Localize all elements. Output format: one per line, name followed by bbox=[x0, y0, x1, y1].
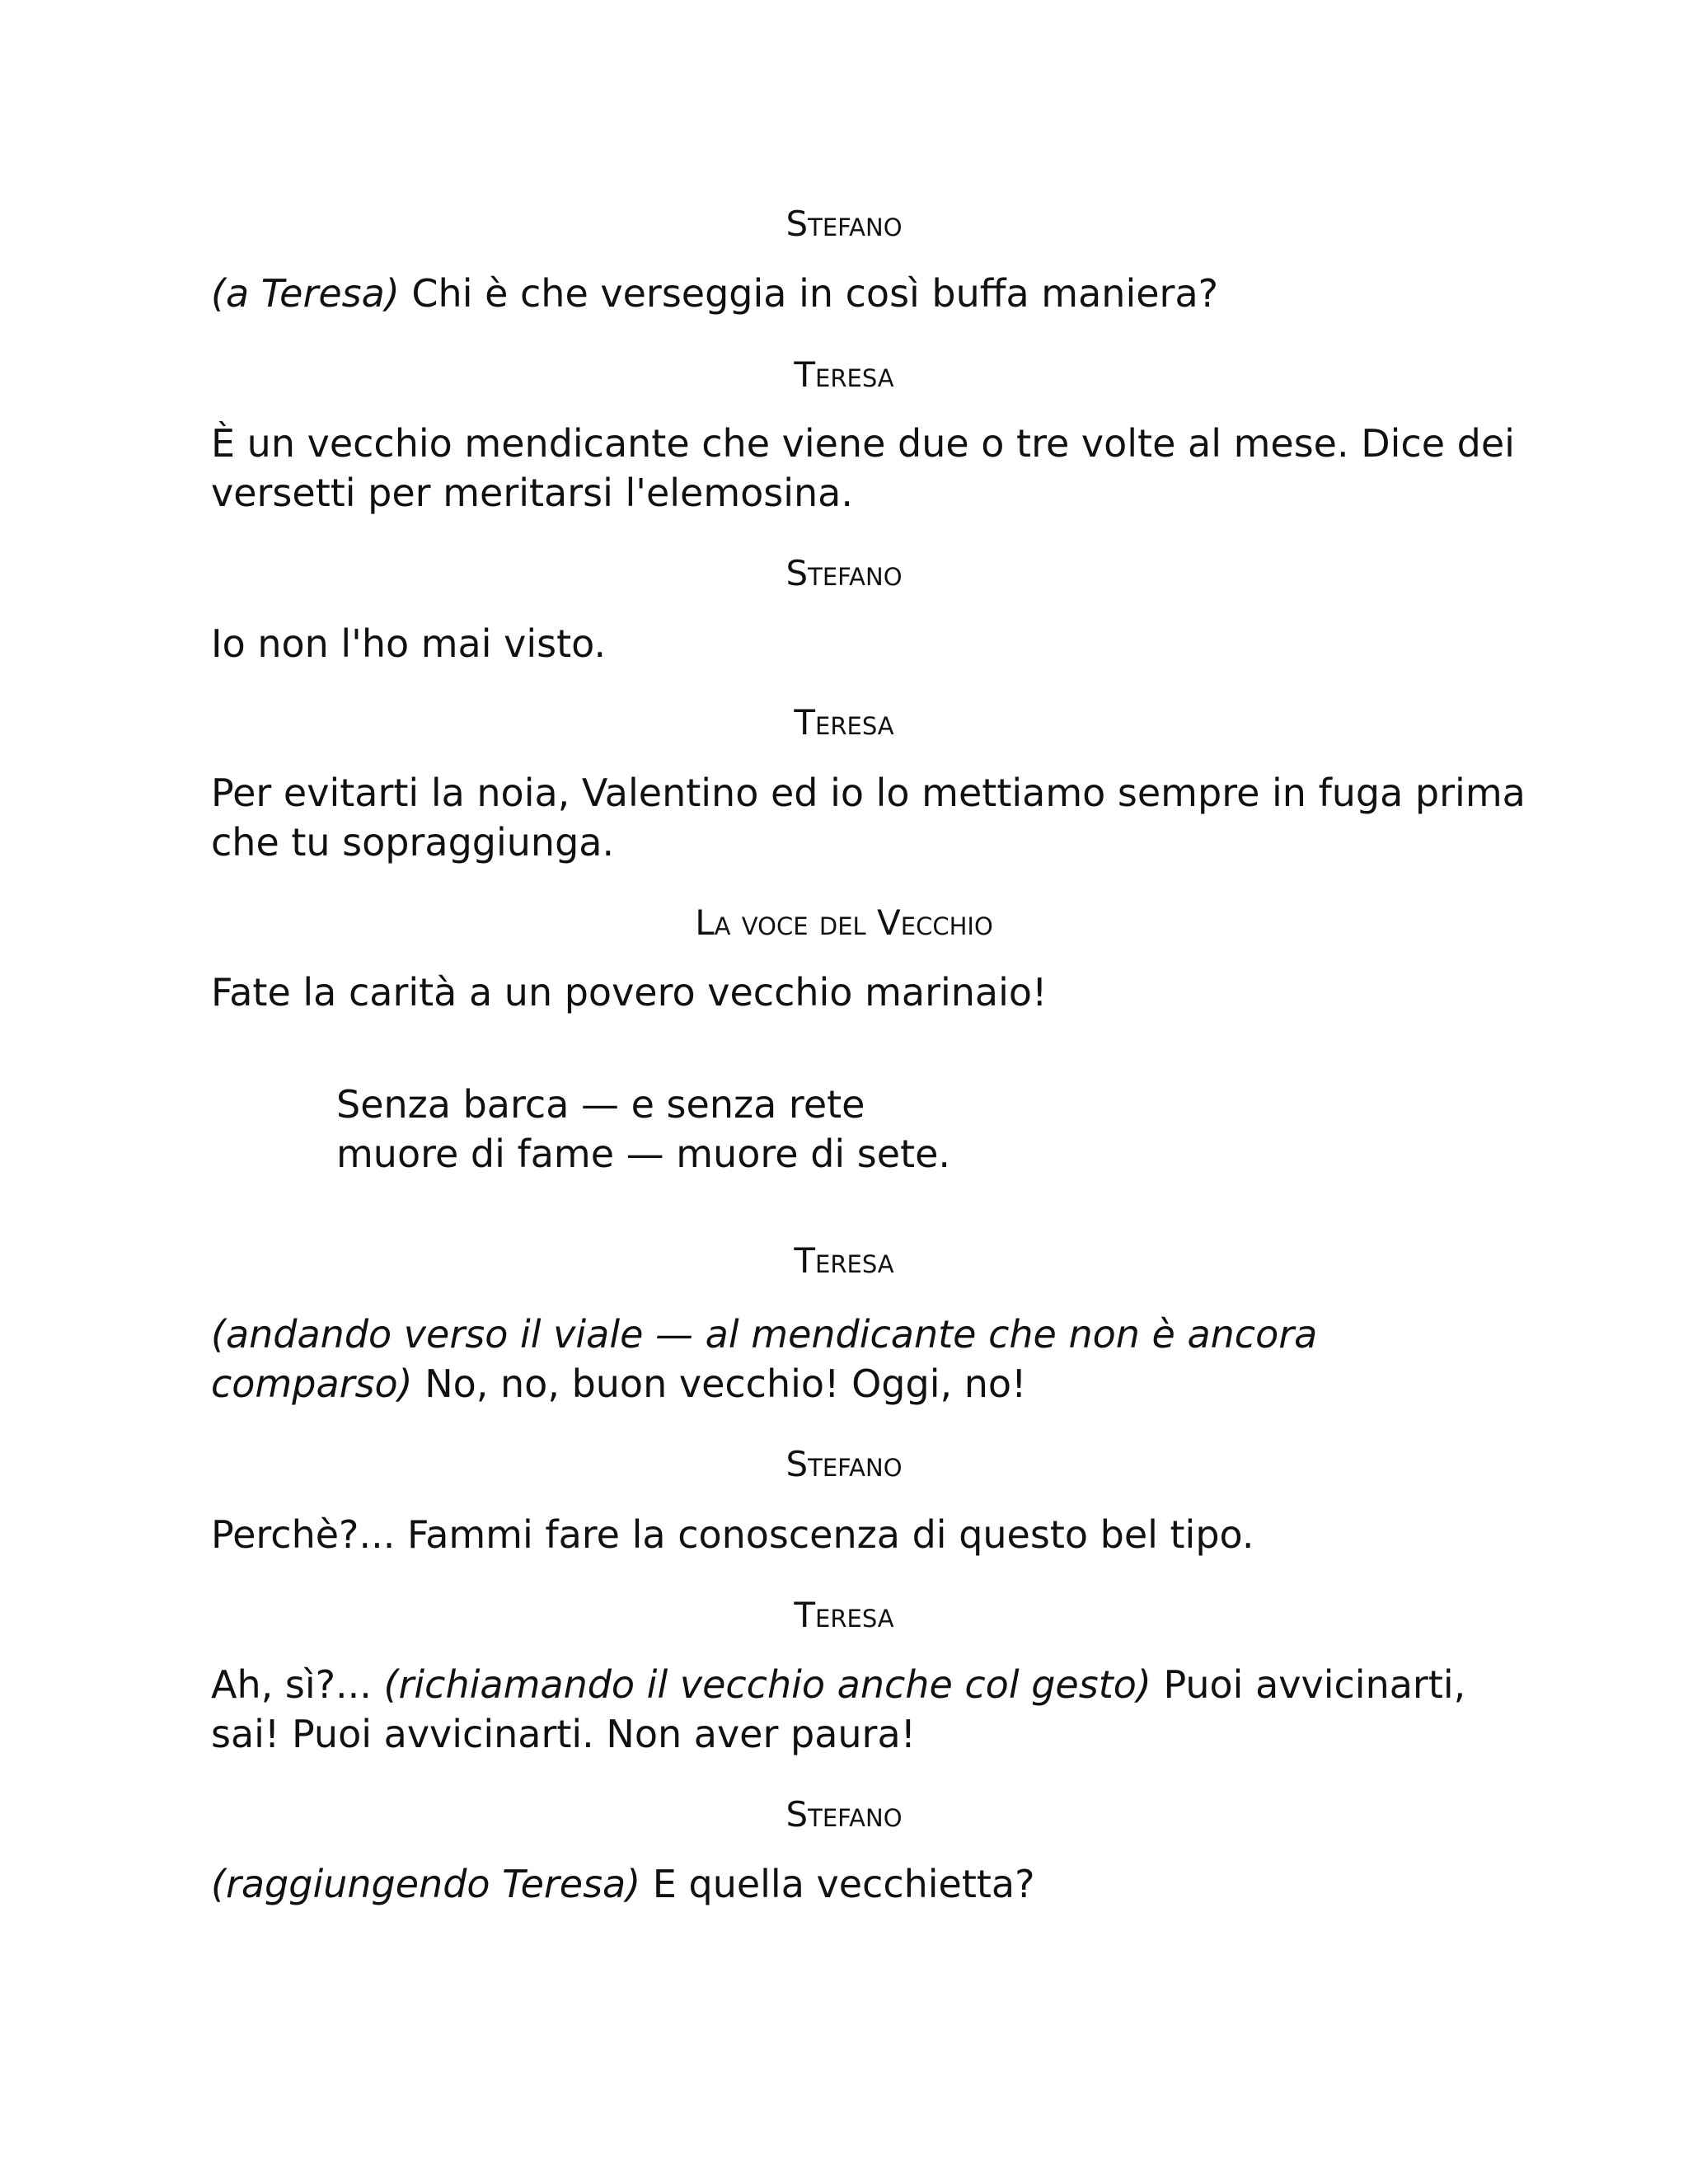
stage-direction: comparso) bbox=[211, 1361, 413, 1406]
verse-line: Senza barca — e senza rete bbox=[336, 1082, 865, 1127]
speaker-name: Stefano bbox=[785, 204, 903, 244]
dialogue-line bbox=[211, 768, 1526, 818]
dialogue-text: È un vecchio mendicante che viene due o tre volte al mese. Dice dei bbox=[211, 421, 1515, 466]
dialogue-text: che tu sopraggiunga. bbox=[211, 820, 615, 865]
dialogue-line bbox=[211, 419, 1515, 468]
dialogue-block bbox=[211, 1859, 1497, 1909]
dialogue-line bbox=[211, 269, 1497, 318]
stage-direction: (richiamando il vecchio anche col gesto) bbox=[383, 1662, 1151, 1707]
dialogue-text: Puoi avvicinarti, bbox=[1151, 1662, 1466, 1707]
dialogue-block bbox=[211, 269, 1497, 318]
dialogue-text: Io non l'ho mai visto. bbox=[211, 621, 607, 666]
dialogue-line bbox=[211, 1859, 1497, 1909]
dialogue-line bbox=[211, 818, 1497, 867]
speaker-name: Stefano bbox=[785, 1794, 903, 1835]
dialogue-text: sai! Puoi avvicinarti. Non aver paura! bbox=[211, 1712, 917, 1756]
dialogue-block bbox=[211, 1310, 1497, 1408]
dialogue-text: E quella vecchietta? bbox=[640, 1862, 1035, 1906]
dialogue-text: No, no, buon vecchio! Oggi, no! bbox=[412, 1361, 1027, 1406]
dialogue-line bbox=[211, 968, 1497, 1017]
verse-block bbox=[336, 1080, 950, 1179]
dialogue-block bbox=[211, 619, 1497, 668]
dialogue-block bbox=[211, 968, 1497, 1017]
dialogue-line bbox=[211, 1359, 1497, 1408]
dialogue-block bbox=[211, 1660, 1497, 1759]
dialogue-block bbox=[211, 1510, 1497, 1559]
dialogue-line bbox=[211, 1709, 1497, 1759]
dialogue-text: Perchè?... Fammi fare la conoscenza di questo bel tipo. bbox=[211, 1512, 1254, 1557]
speaker-name: Stefano bbox=[785, 553, 903, 593]
speaker-name: Teresa bbox=[794, 1240, 894, 1281]
dialogue-line bbox=[211, 619, 1497, 668]
dialogue-text: Ah, sì?... bbox=[211, 1662, 384, 1707]
dialogue-line bbox=[211, 1510, 1497, 1559]
dialogue-line bbox=[211, 1310, 1497, 1359]
stage-direction: (a Teresa) bbox=[211, 271, 400, 316]
verse-line: muore di fame — muore di sete. bbox=[336, 1132, 951, 1176]
stage-direction: (andando verso il viale — al mendicante che non è ancora bbox=[211, 1312, 1318, 1357]
stage-direction: (raggiungendo Teresa) bbox=[211, 1862, 641, 1906]
dialogue-text: Chi è che verseggia in così buffa maniera? bbox=[399, 271, 1219, 316]
dialogue-text: versetti per meritarsi l'elemosina. bbox=[211, 471, 853, 515]
dialogue-block bbox=[211, 419, 1515, 518]
speaker-name: Teresa bbox=[794, 354, 894, 395]
speaker-name: Stefano bbox=[785, 1444, 903, 1484]
dialogue-line bbox=[211, 1660, 1497, 1709]
dialogue-text: Fate la carità a un povero vecchio marinaio! bbox=[211, 970, 1048, 1015]
dialogue-text: Per evitarti la noia, Valentino ed io lo mettiamo sempre in fuga prima bbox=[211, 771, 1526, 815]
speaker-name: Teresa bbox=[794, 1595, 894, 1635]
speaker-name: La voce del Vecchio bbox=[695, 902, 993, 943]
dialogue-block bbox=[211, 768, 1526, 867]
dialogue-line bbox=[211, 468, 1497, 518]
speaker-name: Teresa bbox=[794, 702, 894, 743]
